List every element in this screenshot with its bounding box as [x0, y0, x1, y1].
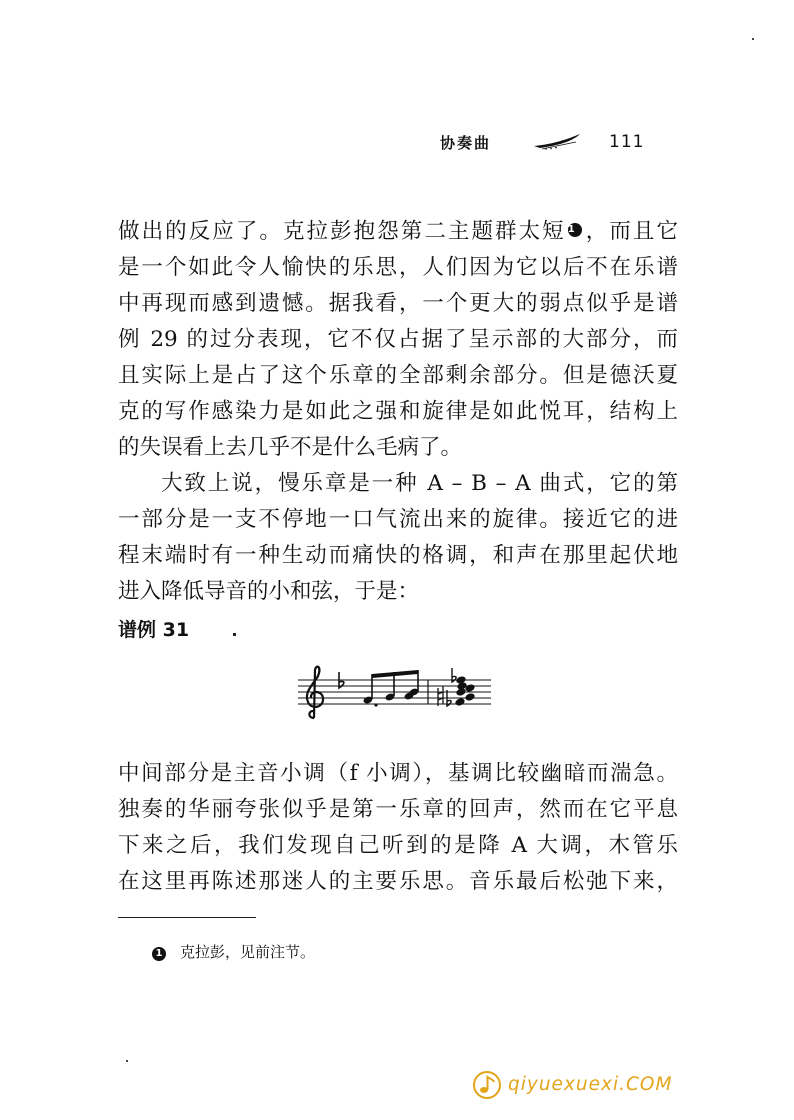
text-line: 进入降低导音的小和弦，于是：	[118, 579, 420, 604]
text-line: 一部分是一支不停地一口气流出来的旋律。接近它的进	[118, 507, 678, 532]
text-line: 例 29 的过分表现，它不仅占据了呈示部的大部分，而	[118, 327, 678, 352]
text-line-segment: ，而且它	[583, 219, 678, 244]
music-example-label: 谱例 31	[118, 619, 190, 641]
site-watermark	[472, 1070, 772, 1104]
footnote-marker: 1	[152, 947, 166, 961]
text-line: 中再现而感到遗憾。据我看，一个更大的弱点似乎是谱	[118, 291, 678, 316]
music-note-logo-icon	[472, 1070, 502, 1100]
text-line: 下来之后，我们发现自己听到的是降 A 大调，木管乐	[118, 833, 678, 858]
scan-mark	[752, 38, 754, 40]
footnote-rule	[118, 917, 256, 918]
music-score-excerpt	[296, 660, 496, 726]
page-number: 111	[609, 132, 645, 152]
paragraph-2	[118, 466, 678, 610]
text-line: 程末端时有一种生动而痛快的格调，和声在那里起伏地	[118, 543, 678, 568]
footnote-ref-marker[interactable]: 1	[568, 223, 582, 237]
watermark-text: qiyuexuexi.COM	[508, 1074, 673, 1095]
paragraph-1	[118, 214, 678, 466]
natural-sign-icon	[438, 686, 443, 706]
text-line: 中间部分是主音小调（f 小调），基调比较幽暗而湍急。	[118, 761, 678, 786]
footnote-text: 克拉彭，见前注节。	[180, 943, 316, 961]
text-line: 是一个如此令人愉快的乐思，人们因为它以后不在乐谱	[118, 255, 678, 280]
text-line: 在这里再陈述那迷人的主要乐思。音乐最后松弛下来，	[118, 869, 678, 894]
footnote	[150, 942, 315, 962]
text-line: 独奏的华丽夸张似乎是第一乐章的回声，然而在它平息	[118, 797, 678, 822]
chapter-title: 协奏曲	[440, 134, 492, 152]
text-line	[118, 214, 678, 250]
text-line: 的失误看上去几乎不是什么毛病了。	[118, 435, 463, 460]
speck	[233, 633, 236, 636]
running-header	[440, 128, 660, 160]
paragraph-3	[118, 756, 678, 900]
flat-sign-icon	[452, 668, 456, 682]
text-line-segment: 做出的反应了。克拉彭抱怨第二主题群太短	[118, 219, 566, 244]
text-line: 大致上说，慢乐章是一种 A – B – A 曲式，它的第	[161, 471, 678, 496]
text-line: 且实际上是占了这个乐章的全部剩余部分。但是德沃夏	[118, 363, 678, 388]
scan-mark	[126, 1060, 128, 1062]
text-line: 克的写作感染力是如此之强和旋律是如此悦耳，结构上	[118, 399, 678, 424]
